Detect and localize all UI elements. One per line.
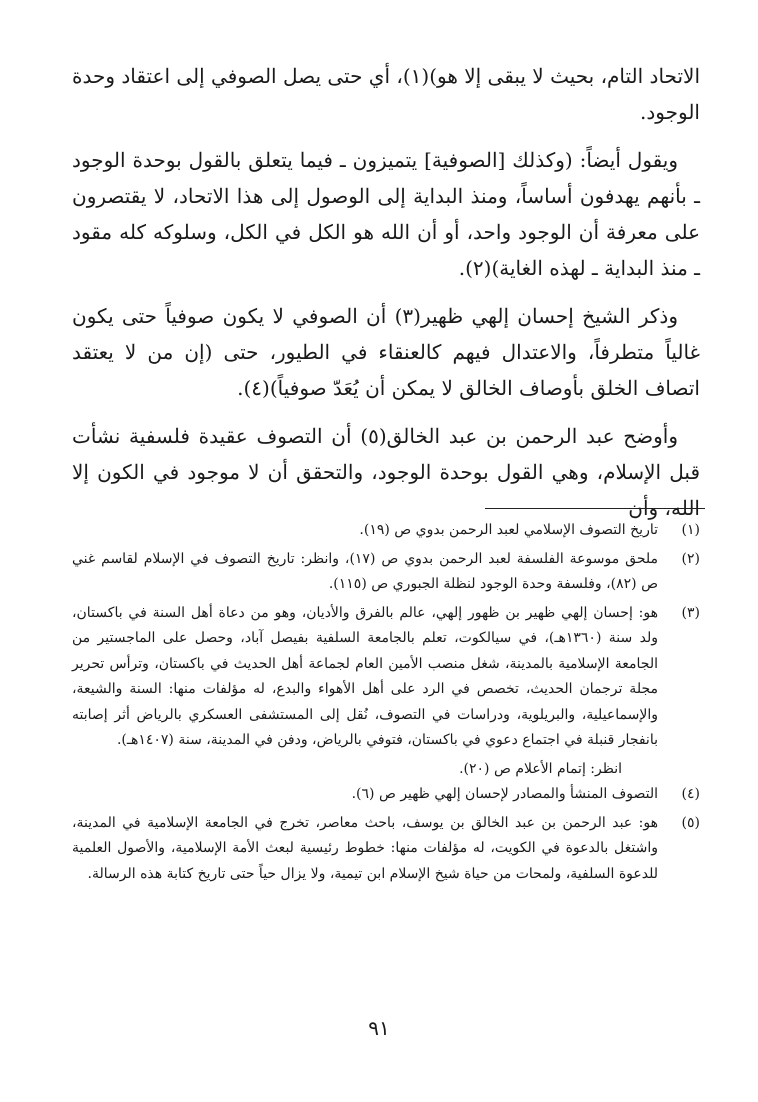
footnote-text: التصوف المنشأ والمصادر لإحسان إلهي ظهير ص (٦). [351,786,658,802]
footnote-text: ملحق موسوعة الفلسفة لعبد الرحمن بدوي ص (١٧)، وانظر: تاريخ التصوف في الإسلام لقاسم غني ص (٨٢)، وفلسفة وحدة الوجود لنظلة الجبوري ص (١١٥). [72,550,658,592]
footnote-number: (٣) [681,604,700,621]
paragraph-3: وذكر الشيخ إحسان إلهي ظهير(٣) أن الصوفي لا يكون صوفياً حتى يكون غالياً متطرفاً، والاعتدال فيهم كالعنقاء في الطيور، حتى (إن من لا يعتقد اتصاف الخلق بأوصاف الخالق لا يمكن أن يُعَدّ صوفياً)(٤). [72,304,700,400]
main-text [72,58,700,538]
footnote-text: تاريخ التصوف الإسلامي لعبد الرحمن بدوي ص (١٩). [359,522,658,538]
page-number: ٩١ [368,1016,390,1040]
footnotes [72,518,700,890]
footnote-4 [72,782,700,808]
footnote-text: هو: عبد الرحمن بن عبد الخالق بن يوسف، باحث معاصر، تخرج في الجامعة الإسلامية في المدينة، واشتغل بالدعوة في الكويت، له مؤلفات منها: خطوط رئيسية لبعث الأمة الإسلامية، والأصول العلمية للدعوة السلفية، ولمحات من حياة شيخ الإسلام ابن تيمية، ولا يزال حياً حتى تاريخ كتابة هذه الرسالة. [72,814,658,882]
footnote-separator [485,508,705,509]
footnote-number: (٥) [681,814,700,831]
footnote-number: (١) [681,522,700,538]
paragraph-4: وأوضح عبد الرحمن بن عبد الخالق(٥) أن التصوف عقيدة فلسفية نشأت قبل الإسلام، وهي القول بوحدة الوجود، والتحقق أن لا موجود في الكون إلا الله، وأن [72,424,700,520]
footnote-number: (٤) [681,786,700,802]
footnote-3-reference [72,757,700,783]
footnote-3 [72,601,700,754]
footnote-number: (٢) [681,550,700,567]
footnote-1 [72,518,700,544]
footnote-5 [72,811,700,888]
footnote-text: هو: إحسان إلهي ظهير بن ظهور إلهي، عالم بالفرق والأديان، وهو من دعاة أهل السنة في باكستان، ولد سنة (١٣٦٠هـ)، في سيالكوت، تعلم بالجامعة السلفية بفيصل آباد، وحصل على الماجستير من الجامعة الإسلامية بالمدينة، شغل منصب الأمين العام لجماعة أهل الحديث في باكستان، وترأس تحرير مجلة ترجمان الحديث، تخصص في الرد على أهل الأهواء والبدع، له مؤلفات منها: السنة والشيعة، والإسماعيلية، والبريلوية، ودراسات في التصوف، نُقل إلى المستشفى العسكري بالرياض أثر إصابته بانفجار قنبلة في اجتماع دعوي في باكستان، فتوفي بالرياض، ودفن في المدينة، سنة (١٤٠٧هـ). [72,604,658,748]
paragraph-1: الاتحاد التام، بحيث لا يبقى إلا هو)(١)، أي حتى يصل الصوفي إلى اعتقاد وحدة الوجود. [72,64,700,124]
footnote-2 [72,547,700,598]
footnote-reference-text: انظر: إتمام الأعلام ص (٢٠). [459,760,622,777]
paragraph-2: ويقول أيضاً: (وكذلك [الصوفية] يتميزون ـ فيما يتعلق بالقول بوحدة الوجود ـ بأنهم يهدفون أساساً، ومنذ البداية إلى الوصول إلى هذا الاتحاد، لا يقتصرون على معرفة أن الوجود واحد، أو أن الله هو الكل في الكل، وسلوكه كله مقود ـ منذ البداية ـ لهذه الغاية)(٢). [72,148,700,280]
